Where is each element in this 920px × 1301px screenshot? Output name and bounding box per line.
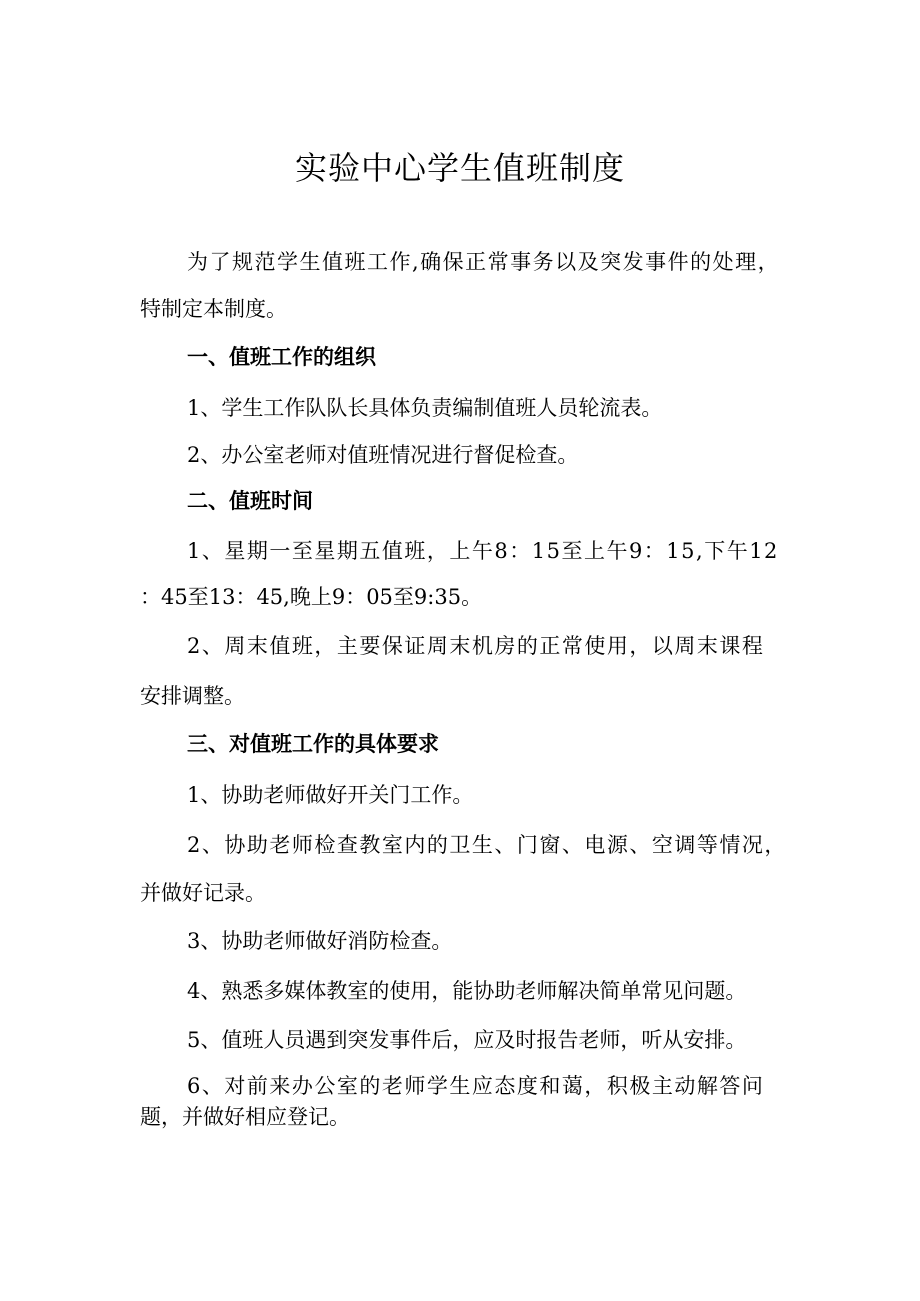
requirements-item-5: 5、值班人员遇到突发事件后，应及时报告老师，听从安排。 [187, 1028, 747, 1052]
intro-line-1: 为了规范学生值班工作,确保正常事务以及突发事件的处理， [187, 250, 781, 274]
schedule-item-2-line-2: 安排调整。 [140, 684, 245, 708]
schedule-item-2-line-1: 2、周末值班，主要保证周末机房的正常使用，以周末课程 [187, 634, 765, 658]
requirements-item-3: 3、协助老师做好消防检查。 [187, 929, 453, 953]
requirements-item-4: 4、熟悉多媒体教室的使用，能协助老师解决简单常见问题。 [187, 979, 747, 1003]
requirements-item-2-line-2: 并做好记录。 [140, 881, 266, 905]
schedule-item-1-line-2: ：45至13：45,晚上9：05至9:35。 [140, 585, 483, 609]
requirements-item-1: 1、协助老师做好开关门工作。 [187, 783, 474, 807]
section-heading-requirements: 三、对值班工作的具体要求 [187, 732, 439, 756]
intro-line-2: 特制定本制度。 [140, 297, 287, 321]
requirements-item-6-line-2: 题，并做好相应登记。 [140, 1105, 350, 1129]
section-heading-schedule: 二、值班时间 [187, 489, 313, 513]
organization-item-1: 1、学生工作队队长具体负责编制值班人员轮流表。 [187, 396, 663, 420]
schedule-item-1-line-1: 1、星期一至星期五值班，上午8：15至上午9：15,下午12 [187, 539, 779, 563]
requirements-item-6-line-1: 6、对前来办公室的老师学生应态度和蔼，积极主动解答问 [187, 1074, 765, 1098]
document-title: 实验中心学生值班制度 [294, 149, 625, 187]
section-heading-organization: 一、值班工作的组织 [187, 345, 376, 369]
organization-item-2: 2、办公室老师对值班情况进行督促检查。 [187, 443, 579, 467]
requirements-item-2-line-1: 2、协助老师检查教室内的卫生、门窗、电源、空调等情况， [187, 833, 787, 857]
